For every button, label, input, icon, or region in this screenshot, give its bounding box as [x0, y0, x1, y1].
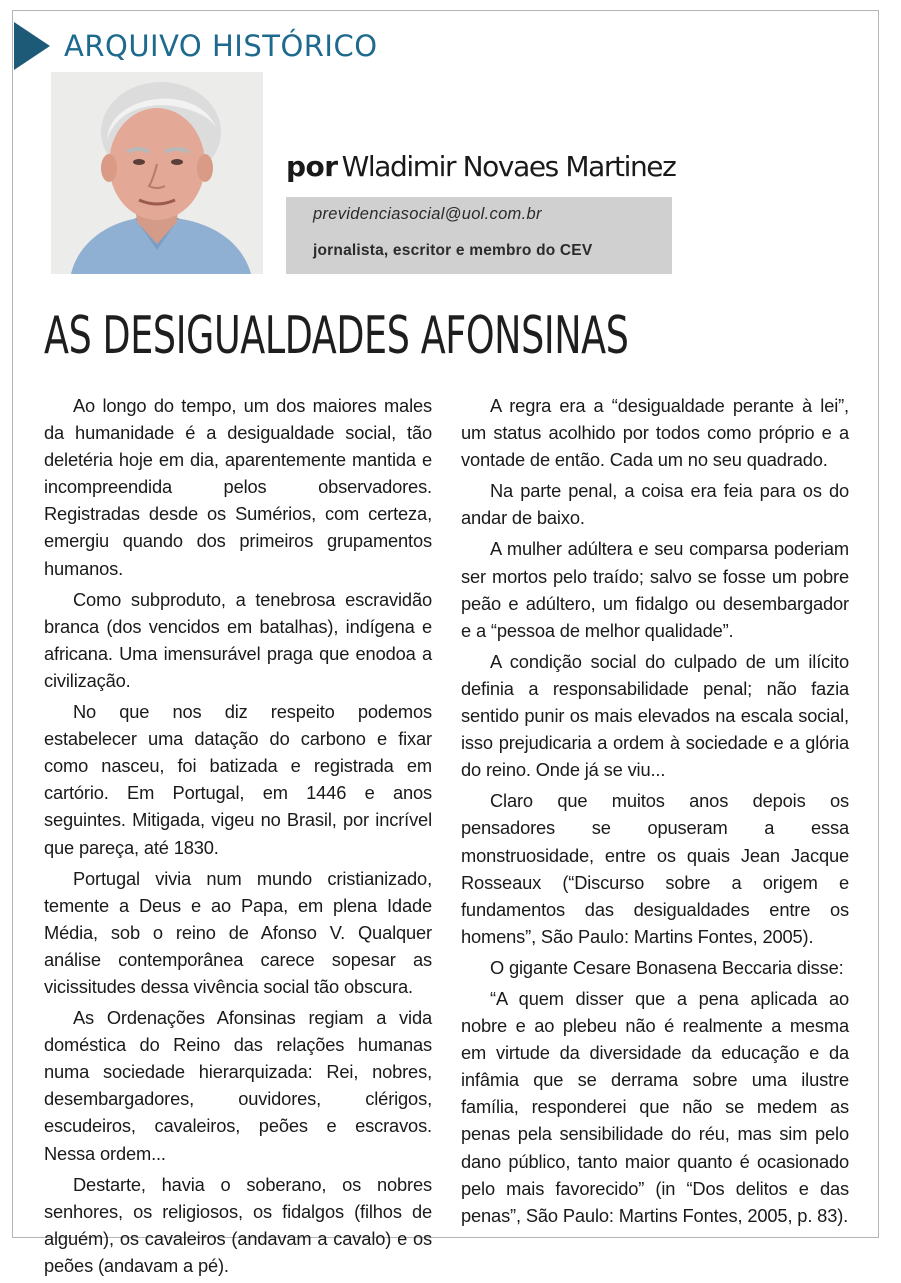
paragraph: Portugal vivia num mundo cristianizado, temente a Deus e ao Papa, em plena Idade Média, sob o reino de Afonso V. Qualquer análise contemporânea carece sopesar as vicissitudes dessa vivência social tão obscura.	[44, 867, 432, 997]
section-arrow-icon	[14, 22, 50, 70]
paragraph: Na parte penal, a coisa era feia para os do andar de baixo.	[461, 480, 849, 529]
paragraph: A regra era a “desigualdade perante à lei”, um status acolhido por todos como próprio e a vontade de então. Cada um no seu quadrado.	[461, 395, 849, 471]
by-label: por	[286, 150, 338, 183]
author-byline	[286, 147, 675, 187]
author-photo	[51, 72, 263, 274]
section-title: ARQUIVO HISTÓRICO	[64, 29, 378, 63]
article-headline: AS DESIGUALDADES AFONSINAS	[44, 306, 629, 366]
paragraph: As Ordenações Afonsinas regiam a vida doméstica do Reino das relações humanas numa sociedade hierarquizada: Rei, nobres, desembargadores, ouvidores, clérigos, escudeiros, cavaleiros, peões e escravos. Nessa ordem...	[44, 1007, 432, 1164]
author-name: Wladimir Novaes Martinez	[341, 150, 676, 183]
author-email: previdenciasocial@uol.com.br	[313, 205, 542, 223]
paragraph: “A quem disser que a pena aplicada ao nobre e ao plebeu não é realmente a mesma em virtude da diversidade da educação e da infâmia que se derrama sobre uma ilustre família, responderei que não se medem as penas pela sensibilidade do réu, mas sim pelo dano público, tanto maior quanto é ocasionado pelo mais favorecido” (in “Dos delitos e das penas”, São Paulo: Martins Fontes, 2005, p. 83).	[461, 987, 849, 1226]
article-column-right	[461, 392, 849, 1233]
author-role: jornalista, escritor e membro do CEV	[313, 242, 593, 259]
paragraph: A mulher adúltera e seu comparsa poderiam ser mortos pelo traído; salvo se fosse um pobre peão e adúltero, um fidalgo ou desembargador e a “pessoa de melhor qualidade”.	[461, 538, 849, 641]
paragraph: Claro que muitos anos depois os pensadores se opuseram a essa monstruosidade, entre os quais Jean Jacque Rosseaux (“Discurso sobre a origem e fundamentos das desigualdades entre os homens”, São Paulo: Martins Fontes, 2005).	[461, 790, 849, 947]
article-column-left	[44, 392, 432, 1283]
paragraph: O gigante Cesare Bonasena Beccaria disse:	[490, 956, 844, 978]
paragraph: Como subproduto, a tenebrosa escravidão branca (dos vencidos em batalhas), indígena e africana. Uma imensurável praga que enodoa a civilização.	[44, 588, 432, 691]
paragraph: No que nos diz respeito podemos estabelecer uma datação do carbono e fixar como nasceu, foi batizada e registrada em cartório. Em Portugal, em 1446 e anos seguintes. Mitigada, vigeu no Brasil, por incrível que pareça, até 1830.	[44, 701, 432, 858]
paragraph: A condição social do culpado de um ilícito definia a responsabilidade penal; não fazia sentido punir os mais elevados na escala social, isso prejudicaria a ordem à sociedade e a glória do reino. Onde já se viu...	[461, 650, 849, 781]
author-portrait-icon	[51, 72, 263, 274]
paragraph: Ao longo do tempo, um dos maiores males da humanidade é a desigualdade social, tão deletéria hoje em dia, aparentemente mantida e incompreendida pelos observadores. Registradas desde os Sumérios, com certeza, emergiu quando dos primeiros grupamentos humanos.	[44, 395, 432, 579]
author-info-box	[286, 197, 672, 274]
paragraph: Destarte, havia o soberano, os nobres senhores, os religiosos, os fidalgos (filhos de alguém), os cavaleiros (andavam a cavalo) e os peões (andavam a pé).	[44, 1173, 432, 1276]
